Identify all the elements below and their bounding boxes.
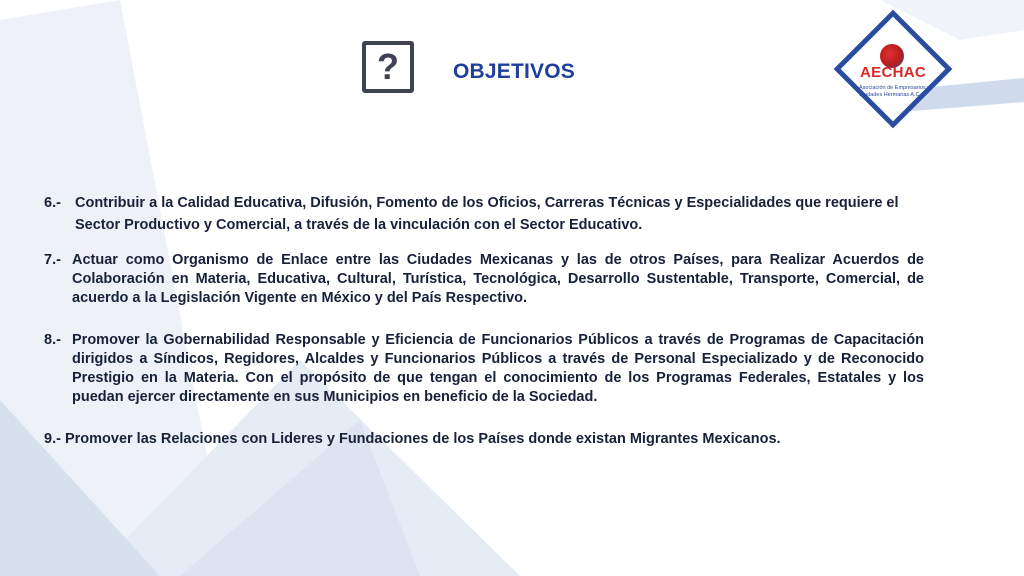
- objectives-list: [44, 192, 924, 472]
- objective-text: Contribuir a la Calidad Educativa, Difusión, Fomento de los Oficios, Carreras Técnicas y Especialidades que requiere el Sector Productivo y Comercial, a través de la vinculación con el Sector Educativo.: [75, 195, 899, 233]
- objective-number: 9.-: [44, 431, 65, 447]
- page-title: OBJETIVOS: [453, 60, 575, 83]
- objective-text: Promover las Relaciones con Lideres y Fundaciones de los Países donde existan Migrantes Mexicanos.: [64, 431, 781, 447]
- objective-number: 8.-: [44, 332, 61, 348]
- objective-text: Actuar como Organismo de Enlace entre las Ciudades Mexicanas y las de otros Países, para Realizar Acuerdos de Colaboración en Materia, Educativa, Cultural, Turística, Tecnológica, Desarrollo Sustentable, Transporte, Comercial, de acuerdo a la Legislación Vigente en México y del País Respectivo.: [72, 252, 924, 306]
- help-icon: ?: [362, 41, 414, 93]
- objective-item: [44, 251, 924, 308]
- objective-number: 6.-: [44, 195, 61, 211]
- objective-text: Promover la Gobernabilidad Responsable y Eficiencia de Funcionarios Públicos a través de Programas de Capacitación dirigidos a Síndicos, Regidores, Alcaldes y Funcionarios Públicos a través de Personal Especializado y de Reconocido Prestigio en la Materia. Con el propósito de que tengan el conocimiento de los Programas Federales, Estatales y los puedan ejercer directamente en sus Municipios en beneficio de la Sociedad.: [72, 332, 924, 405]
- objective-number: 7.-: [44, 252, 61, 268]
- objective-item: [44, 331, 924, 407]
- logo-tagline: Asociación de Empresarios y Ciudades Hermanas A.C.: [859, 85, 930, 98]
- objective-item: [44, 192, 924, 236]
- logo-name: AECHAC: [860, 64, 926, 81]
- aechac-logo: [826, 4, 960, 146]
- objective-item: [44, 430, 924, 449]
